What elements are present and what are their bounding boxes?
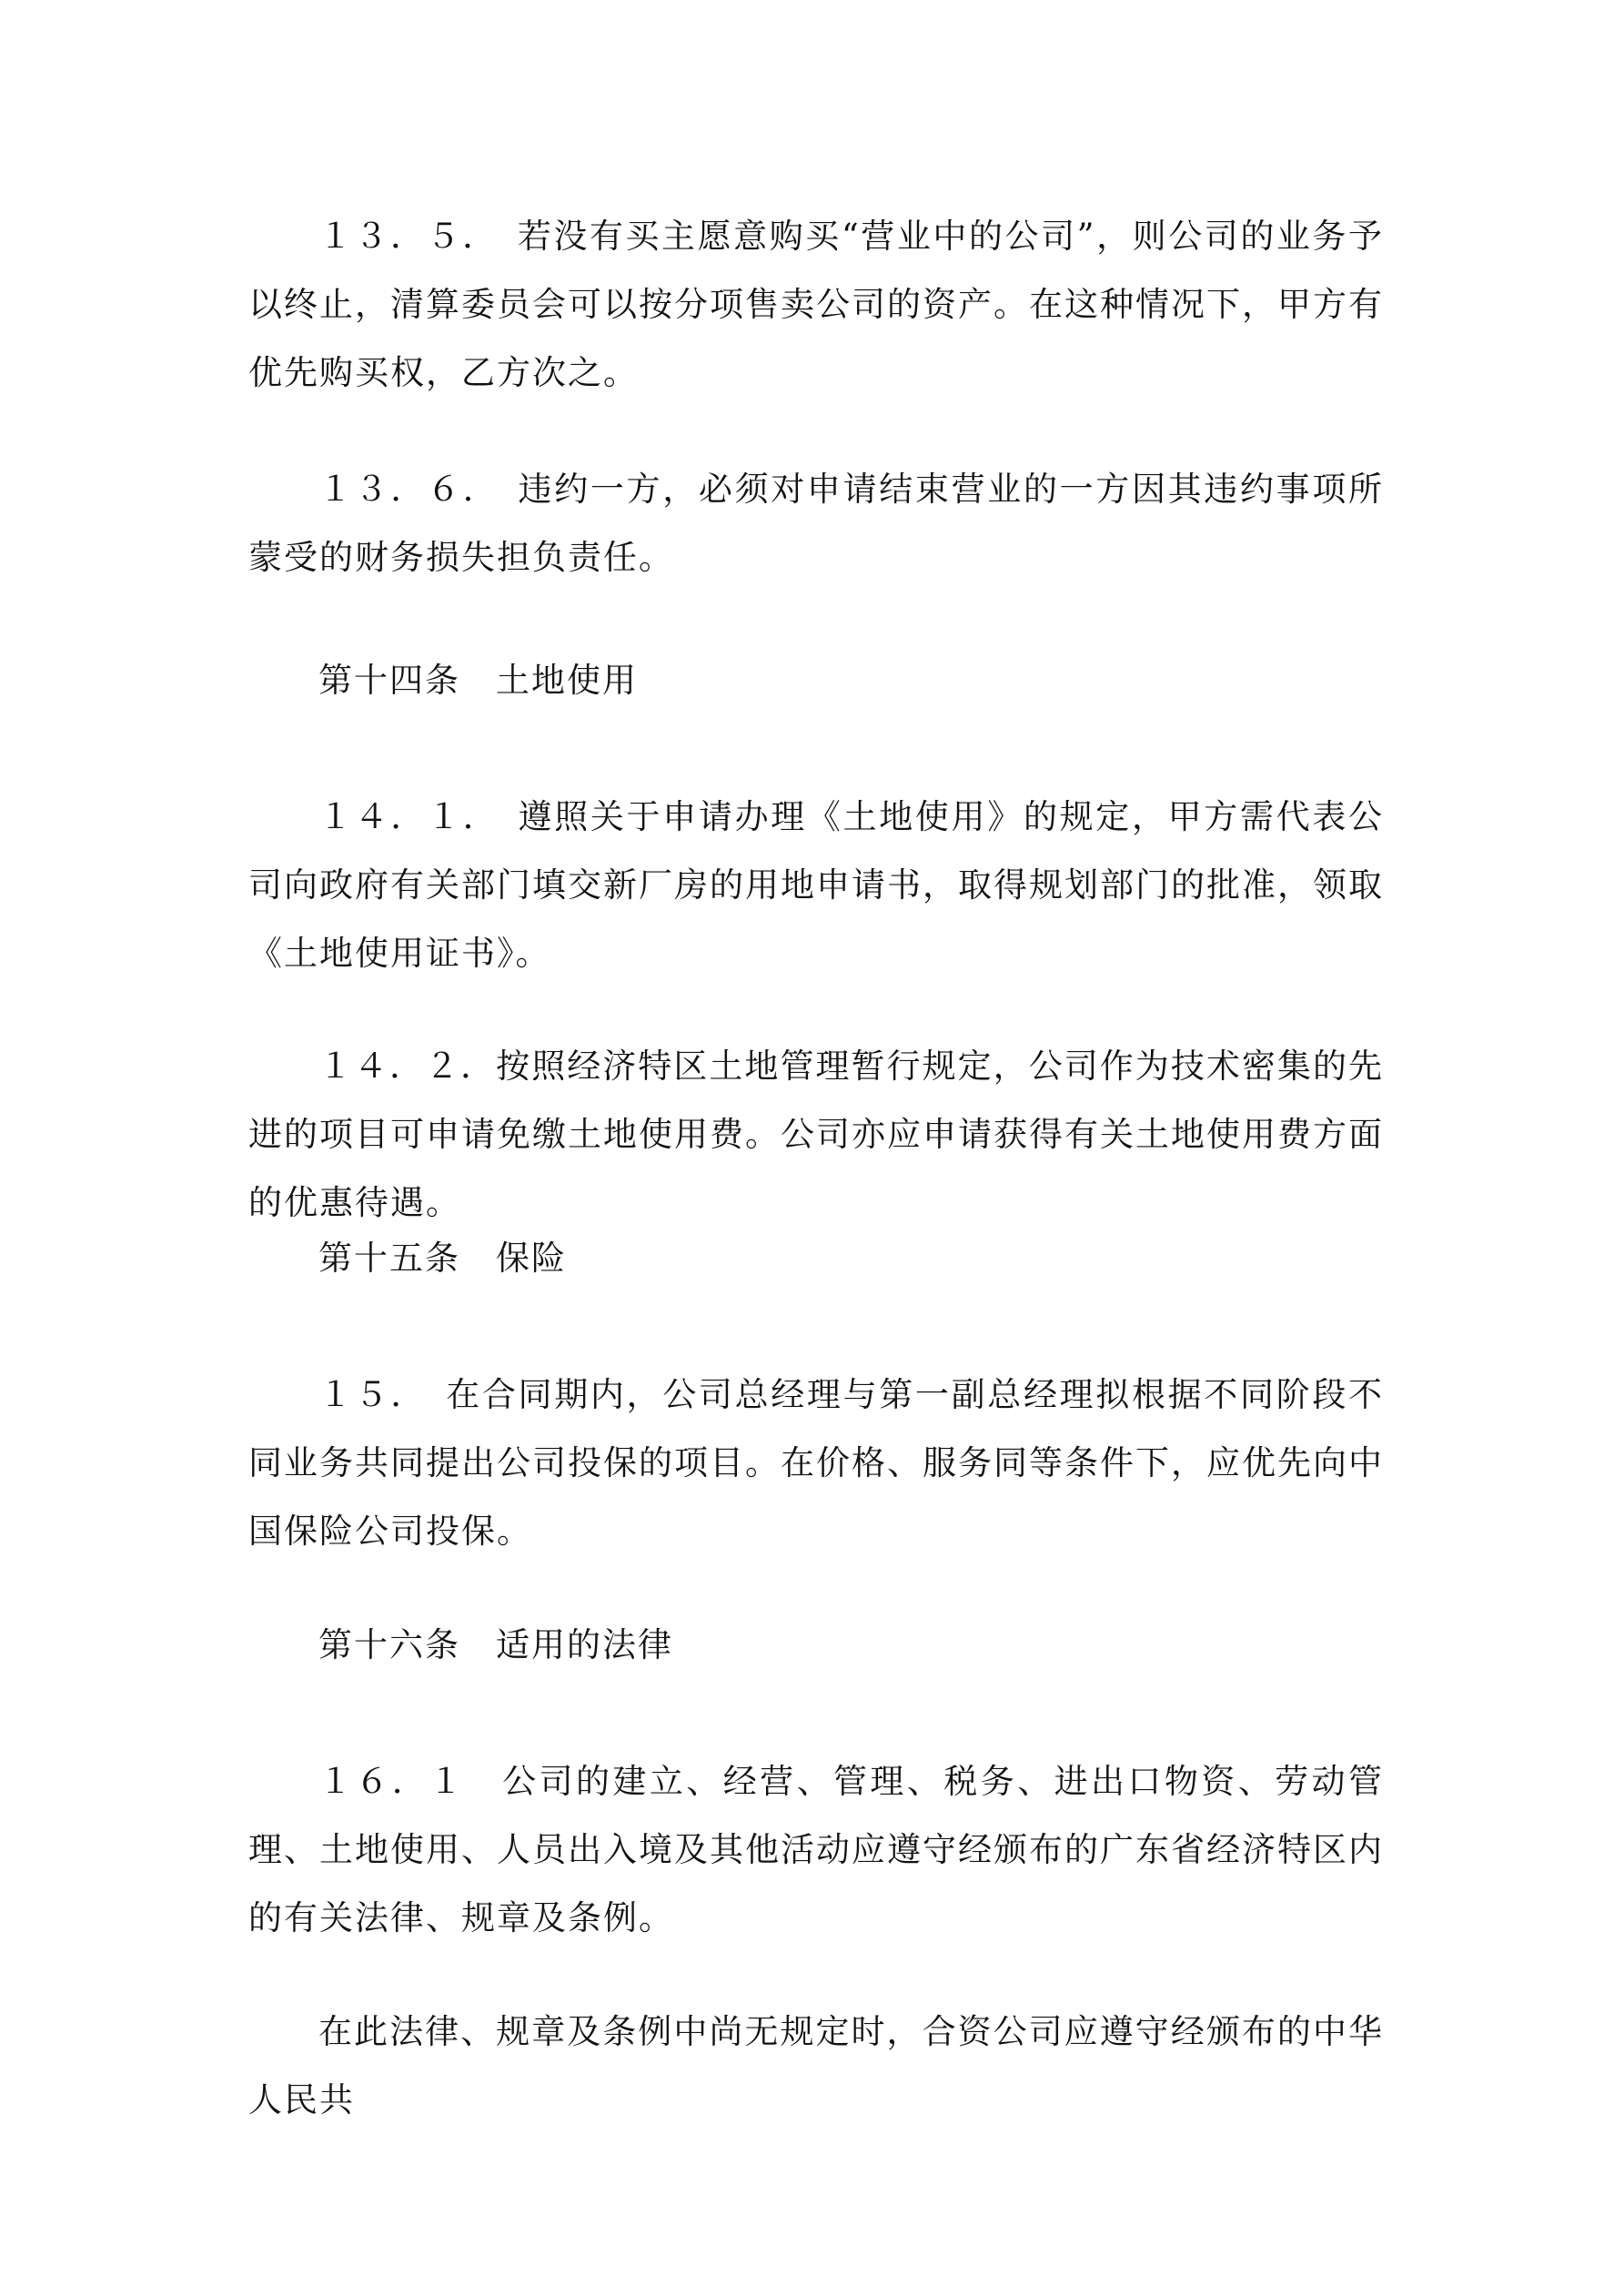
clause-13-6: １３．６． 违约一方，必须对申请结束营业的一方因其违约事项所蒙受的财务损失担负责任。 (248, 470, 1384, 577)
article-16-heading: 第十六条 适用的法律 (318, 1625, 673, 1664)
clause-14-2: １４．２．按照经济特区土地管理暂行规定，公司作为技术密集的先进的项目可申请免缴土地使用费。公司亦应申请获得有关土地使用费方面的优惠待遇。 (248, 1047, 1384, 1222)
article-15-heading: 第十五条 保险 (318, 1239, 567, 1278)
clause-14-1: １４．１． 遵照关于申请办理《土地使用》的规定，甲方需代表公司向政府有关部门填交新厂房的用地申请书，取得规划部门的批准，领取《土地使用证书》。 (248, 797, 1384, 973)
article-14-heading: 第十四条 土地使用 (318, 661, 638, 700)
clause-13-5: １３．５． 若没有买主愿意购买“营业中的公司”，则公司的业务予以终止，清算委员会可以按分项售卖公司的资产。在这种情况下，甲方有优先购买权，乙方次之。 (248, 217, 1384, 392)
clause-15: １５． 在合同期内，公司总经理与第一副总经理拟根据不同阶段不同业务共同提出公司投保的项目。在价格、服务同等条件下，应优先向中国保险公司投保。 (248, 1375, 1384, 1551)
clause-16-1: １６．１ 公司的建立、经营、管理、税务、进出口物资、劳动管理、土地使用、人员出入境及其他活动应遵守经颁布的广东省经济特区内的有关法律、规章及条例。 (248, 1762, 1384, 1937)
clause-16-2-partial: 在此法律、规章及条例中尚无规定时，合资公司应遵守经颁布的中华人民共 (248, 2012, 1384, 2119)
